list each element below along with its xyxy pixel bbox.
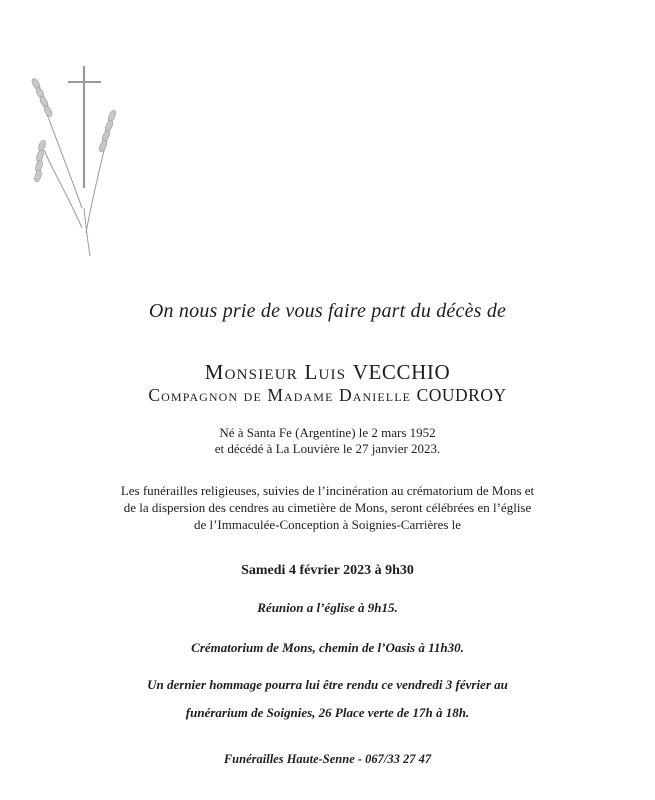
companion-prefix: Compagnon de Madame Danielle bbox=[148, 385, 412, 405]
companion-surname: COUDROY bbox=[416, 385, 507, 405]
deceased-surname: VECCHIO bbox=[352, 360, 451, 384]
crematorium-note: Crématorium de Mons, chemin de l’Oasis à 11h30. bbox=[191, 640, 464, 655]
death-line: et décédé à La Louvière le 27 janvier 2023. bbox=[214, 441, 441, 456]
deceased-name bbox=[0, 360, 655, 385]
companion-line bbox=[0, 385, 655, 406]
birth-line: Né à Santa Fe (Argentine) le 2 mars 1952 bbox=[219, 425, 436, 440]
deceased-title-name: Monsieur Luis bbox=[204, 360, 347, 384]
funeral-paragraph-line: Les funérailles religieuses, suivies de l’incinération au crématorium de Mons et bbox=[120, 483, 535, 498]
ceremony-date: Samedi 4 février 2023 à 9h30 bbox=[241, 563, 414, 578]
tribute-line: funérarium de Soignies, 26 Place verte de 17h à 18h. bbox=[185, 705, 470, 720]
funeral-paragraph-line: de l’Immaculée-Conception à Soignies-Carrières le bbox=[193, 517, 462, 532]
reunion-note: Réunion a l’église à 9h15. bbox=[257, 600, 398, 615]
announcement-intro: On nous prie de vous faire part du décès de bbox=[148, 300, 507, 322]
funeral-home-contact: Funérailles Haute-Senne - 067/33 27 47 bbox=[223, 752, 432, 766]
cross-with-wheat-icon bbox=[24, 58, 124, 258]
tribute-line: Un dernier hommage pourra lui être rendu ce vendredi 3 février au bbox=[147, 677, 508, 692]
funeral-paragraph-line: de la dispersion des cendres au cimetière de Mons, seront célébrées en l’église bbox=[123, 500, 532, 515]
